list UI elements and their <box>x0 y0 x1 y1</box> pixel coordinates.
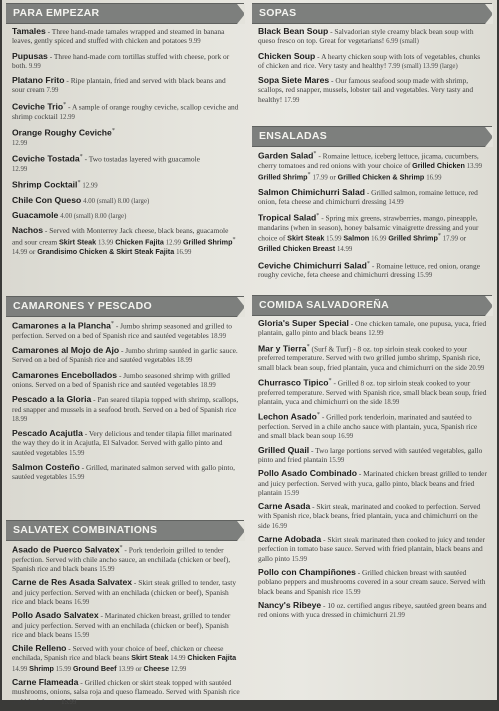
option-price: 16.99 <box>176 249 192 257</box>
menu-item <box>12 196 240 206</box>
item-desc: - Jumbo seasoned shrimp with grilled onions. Served on a bed of Spanish rice and sautéed vegetables <box>12 370 230 389</box>
item-desc: - Skirt steak marinated then cooked to juicy and tender perfection in tomato base sauce. Served with fried plantain, black beans and gallo pinto <box>258 535 485 563</box>
menu-item <box>258 568 488 597</box>
item-list <box>6 541 244 707</box>
menu-item <box>258 343 488 373</box>
item-price: 18.99 <box>210 332 226 340</box>
option-name: Chicken Fajita <box>115 237 164 247</box>
menu-item <box>258 319 488 339</box>
item-name: Ceviche Chimichurri Salad <box>258 260 367 271</box>
item-name: Pollo Asado Salvatex <box>12 610 99 621</box>
section-para-empezar <box>6 3 244 263</box>
option-name: Grilled Shrimp <box>388 233 438 243</box>
item-mark: * <box>111 127 115 134</box>
option-price: 12.99 <box>170 665 187 673</box>
item-mark: * <box>313 151 317 157</box>
option-price: 16.99 <box>426 174 442 182</box>
option-name: Grilled Chicken Breast <box>258 244 336 254</box>
item-desc: - Served with Monterrey Jack cheese, black beans, guacamole and sour cream <box>12 226 229 247</box>
menu-item <box>258 446 488 466</box>
item-price: 15.99 <box>283 489 299 497</box>
menu-item <box>258 535 488 564</box>
item-desc: - Three hand-made tamales wrapped and steamed in banana leaves, gently spiced and stuffed with chicken and potatoes <box>12 27 225 46</box>
item-price: 15.99 <box>329 456 345 464</box>
item-price: 12.99 <box>12 165 28 173</box>
item-price: 7.99 <box>46 87 59 95</box>
item-name: Carne Adobada <box>258 534 322 545</box>
option-price: 13.99 <box>98 239 114 247</box>
option-name: Ground Beef <box>72 663 117 673</box>
option-name: Skirt Steak <box>287 233 325 243</box>
option-price: 13.99 <box>118 665 134 673</box>
item-name: Lechon Asado <box>258 411 317 422</box>
menu-item <box>258 469 488 498</box>
option-or: or <box>135 663 142 673</box>
section-sopas <box>252 3 492 110</box>
item-name: Mar y Tierra <box>258 343 307 354</box>
item-desc: - Our famous seafood soup made with shrimp, scallops, red snapper, mussels, lobster tail and vegetables. Very tasty and healthy! <box>258 76 474 104</box>
section-comida-salvadorena <box>252 295 492 624</box>
option-mark: * <box>307 172 311 179</box>
section-title: COMIDA SALVADOREÑA <box>252 295 492 316</box>
menu-item <box>12 153 240 174</box>
item-name: Ceviche Trio <box>12 101 64 112</box>
item-name: Churrasco Tipico <box>258 377 329 388</box>
item-price: 16.99 <box>271 522 288 530</box>
menu-item <box>12 578 240 607</box>
item-price: 12.99 <box>59 113 75 121</box>
item-desc: - Very delicious and tender tilapia fillet marinated the way they do it in Acajutla, El Salvador. Served with gallo pinto and sautéed vegetables <box>12 429 232 457</box>
item-list <box>252 147 492 281</box>
item-desc: - Grilled chicken breast with sautéed poblano peppers and mushrooms covered in a sour cream sauce. Served with black beans and Spanish rice <box>258 567 486 596</box>
item-name: Carne de Res Asada Salvatex <box>12 577 133 588</box>
item-price: 21.99 <box>389 612 405 620</box>
item-price: 12.99 <box>82 182 98 190</box>
option-price: 12.99 <box>165 239 182 247</box>
item-name: Salmon Chimichurri Salad <box>258 186 365 197</box>
item-mark: * <box>328 377 332 384</box>
option-name: Chicken Fajita <box>187 653 237 663</box>
menu-item <box>12 320 240 341</box>
menu-item <box>258 502 488 531</box>
menu-item <box>12 429 240 458</box>
item-name: Carne Asada <box>258 501 311 512</box>
item-price: 15.99 <box>291 555 307 563</box>
item-price: 9.99 <box>28 62 41 70</box>
option-name: Skirt Steak <box>59 237 97 247</box>
option-price: 16.99 <box>371 235 387 243</box>
option-name: Grilled Chicken & Shrimp <box>337 172 425 182</box>
item-name: Pollo con Champiñones <box>258 566 356 577</box>
option-price: 13.99 <box>466 162 483 170</box>
option-name: Grilled Shrimp <box>258 172 308 182</box>
option-price: 14.99 <box>12 249 28 257</box>
item-desc: - Romaine lettuce, red onion, orange roughy ceviche, feta cheese and chimichurri dressing <box>258 261 480 280</box>
item-price: 15.99 <box>99 566 115 574</box>
item-price: 18.99 <box>200 381 216 389</box>
item-mark: * <box>366 260 370 267</box>
option-name: Cheese <box>143 663 170 673</box>
item-paren: (Surf & Turf) <box>311 344 352 354</box>
option-price: 14.99 <box>170 655 186 663</box>
item-mark: * <box>63 101 67 108</box>
item-price: 14.99 <box>388 199 404 207</box>
item-name: Garden Salad <box>258 150 314 161</box>
menu-item <box>12 127 240 148</box>
item-desc: - Jumbo shrimp seasoned and grilled to perfection. Served on a bed of Spanish rice and sautéed vegetables <box>12 321 232 340</box>
item-price: 9.99 <box>188 38 201 46</box>
menu-item <box>12 211 240 221</box>
item-desc: - Marinated chicken breast grilled to tender and juicy perfection. Served with yuca, gallo pinto, black beans and fried plantain <box>258 469 487 497</box>
item-desc: - Skirt steak, marinated and cooked to perfection. Served with Spanish rice, black beans, fried plantain, yuca and chimichurri on the side <box>258 502 481 530</box>
item-desc: - Two tostadas layered with guacamole <box>84 154 200 164</box>
menu-item <box>258 260 488 281</box>
item-price: 15.99 <box>416 272 433 280</box>
item-name: Platano Frito <box>12 75 65 86</box>
item-desc: - Three hand-made corn tortillas stuffed with cheese, pork or both. <box>12 51 230 70</box>
menu-item <box>258 411 488 441</box>
item-desc: - Pan seared tilapia topped with shrimp, scallops, red snapper and mussels in a seafood broth. Served on a bed of Spanish rice <box>12 395 239 414</box>
option-name: Skirt Steak <box>131 653 169 663</box>
menu-item <box>12 463 240 483</box>
item-desc: - Grilled, marinated salmon served with gallo pinto, sautéed vegetables <box>12 463 235 482</box>
item-desc: - Pork tenderloin grilled to tender perfection. Served with chile ancho sauce, an enchilada (chicken or beef), Spanish rice and black beans <box>12 545 231 574</box>
item-price: 18.99 <box>384 399 400 407</box>
item-name: Gloria's Super Special <box>258 318 349 328</box>
item-price: 7.99 (small) 13.99 (large) <box>388 62 458 70</box>
menu-item <box>12 611 240 640</box>
item-desc: - Romaine lettuce, iceberg lettuce, jicama, cucumbers, cherry tomatoes and red onions with your choice of <box>258 151 479 170</box>
item-name: Asado de Puerco Salvatex <box>12 544 120 555</box>
option-name: Grilled Shrimp <box>182 237 233 247</box>
item-desc: - A sample of orange roughy ceviche, scallop ceviche and shrimp cocktail <box>12 102 239 121</box>
menu-item <box>12 395 240 424</box>
option-name: Shrimp <box>29 663 54 673</box>
item-desc: - Salvadorian style creamy black bean soup with queso fresco on top. Great for vegetarians! <box>258 27 474 46</box>
menu-item <box>12 371 240 391</box>
menu-item <box>12 179 240 191</box>
menu-item <box>258 76 488 105</box>
item-name: Pupusas <box>12 50 48 61</box>
item-mark: * <box>306 343 310 350</box>
item-price: 20.99 <box>469 364 485 372</box>
section-title: SALVATEX COMBINATIONS <box>6 520 244 541</box>
item-name: Tropical Salad <box>258 212 317 223</box>
option-or: or <box>29 247 36 257</box>
menu-item <box>12 76 240 96</box>
item-name: Camarones a la Plancha <box>12 320 111 331</box>
item-name: Chile Relleno <box>12 643 67 654</box>
menu-item <box>258 377 488 407</box>
menu-item <box>12 101 240 122</box>
item-list <box>6 317 244 483</box>
section-title: CAMARONES Y PESCADO <box>6 296 244 317</box>
menu-item <box>12 678 240 707</box>
section-title: PARA EMPEZAR <box>6 3 244 24</box>
section-title: SOPAS <box>252 3 492 24</box>
item-name: Grilled Quail <box>258 444 310 455</box>
menu-item <box>12 52 240 72</box>
menu-item <box>258 601 488 621</box>
option-mark: * <box>232 236 236 243</box>
item-desc: - Grilled chicken or skirt steak topped with sautéed mushrooms, onions, salsa roja and queso flameado. Served with Spanish rice and black beans <box>12 678 240 706</box>
item-mark: * <box>77 179 81 186</box>
item-price: 18.99 <box>177 357 193 365</box>
item-desc: - Two large portions served with sautéed vegetables, gallo pinto and fried plantain <box>258 445 483 464</box>
item-desc: - Skirt steak grilled to tender, tasty and juicy perfection. Served with an enchilada (chicken or beef), Spanish rice and black beans <box>12 578 237 606</box>
section-salvatex <box>6 520 244 711</box>
item-price: 17.99 <box>284 96 300 104</box>
item-name: Nancy's Ribeye <box>258 599 322 610</box>
option-price: 14.99 <box>12 665 28 673</box>
item-name: Black Bean Soup <box>258 26 329 36</box>
item-desc: - Jumbo shrimp sautéed in garlic sauce. Served on a bed of Spanish rice and sautéed vegetables <box>12 346 238 365</box>
item-mark: * <box>316 412 320 419</box>
menu-item <box>258 27 488 47</box>
item-name: Camarones Encebollados <box>12 369 118 380</box>
item-desc: - Ripe plantain, fried and served with black beans and sour cream <box>12 76 226 95</box>
item-mark: * <box>79 153 83 160</box>
item-price: 4.00 (small) 8.00 (large) <box>83 197 150 205</box>
item-price: 15.99 <box>69 474 85 482</box>
item-price: 12.99 <box>368 330 384 338</box>
item-price: 6.99 (small) <box>386 38 419 46</box>
option-or: or <box>459 233 467 243</box>
item-price: 15.99 <box>61 698 77 706</box>
item-desc: - Spring mix greens, strawberries, mango, pineapple, mandarins (when in season), honey balsamic vinaigrette dressing and your choice of <box>258 213 479 243</box>
item-name: Carne Flameada <box>12 677 79 688</box>
item-name: Chile Con Queso <box>12 194 82 205</box>
option-name: Salmon <box>343 233 370 243</box>
item-desc: - 8 oz. top sirloin steak cooked to your preferred temperature. Served with two grilled jumbo shrimp, Spanish rice, small black bean soup, fried plantain, yuca and chimichurri on the side <box>258 344 481 372</box>
menu-item <box>258 52 488 72</box>
item-desc: - A hearty chicken soup with lots of vegetables, chunks of chicken and rice. Very tasty and healthy! <box>258 51 481 70</box>
item-desc: - One chicken tamale, one pupusa, yuca, fried plantain, gallo pinto and black beans <box>258 319 487 338</box>
section-title: ENSALADAS <box>252 126 492 147</box>
item-desc: - Grilled pork tenderloin, marinated and sautéed to perfection. Served in a chile ancho sauce with plantain, yuca, Spanish rice and small black bean soup <box>258 412 478 441</box>
item-name: Orange Roughy Ceviche <box>12 127 112 138</box>
option-mark: * <box>437 233 441 240</box>
item-price: 15.99 <box>73 631 90 639</box>
item-mark: * <box>119 545 123 551</box>
item-price: 4.00 (small) 8.00 (large) <box>60 213 127 221</box>
item-list <box>252 24 492 105</box>
item-price: 15.99 <box>69 449 85 457</box>
item-mark: * <box>316 213 320 220</box>
item-desc: - Grilled salmon, romaine lettuce, red onion, feta cheese and chimichurri dressing <box>258 187 478 207</box>
menu-item-garden-salad <box>258 150 488 183</box>
item-desc: - 10 oz. certified angus ribeye, sautéed green beans and red onions with yuca dressed in chimichurri <box>258 600 487 620</box>
menu-item <box>12 27 240 47</box>
item-name: Sopa Siete Mares <box>258 75 330 86</box>
item-price: 15.99 <box>345 588 361 596</box>
option-price: 14.99 <box>336 246 353 254</box>
option-price: 15.99 <box>55 665 72 673</box>
item-price: 16.99 <box>73 598 90 606</box>
item-name: Chicken Soup <box>258 50 316 61</box>
menu-item <box>12 346 240 366</box>
option-name: Grandisimo Chicken & Skirt Steak Fajita <box>37 247 175 257</box>
item-name: Pescado a la Gloria <box>12 394 92 405</box>
item-name: Ceviche Tostada <box>12 153 80 164</box>
item-name: Nachos <box>12 225 44 236</box>
menu-item <box>12 544 240 574</box>
item-list <box>6 24 244 258</box>
item-name: Pollo Asado Combinado <box>258 468 357 479</box>
option-price: 17.99 <box>442 235 459 243</box>
menu-item-tropical-salad <box>258 212 488 254</box>
item-list <box>252 316 492 620</box>
menu-page <box>2 0 497 706</box>
option-name: Grilled Chicken <box>412 160 465 170</box>
item-mark: * <box>110 321 114 327</box>
item-desc: - Grilled 8 oz. top sirloin steak cooked to your preferred temperature. Served with Spanish rice, small black bean soup, fried plantain, yuca and chimichurri on the side <box>258 378 487 407</box>
item-desc: - Marinated chicken breast, grilled to tender and juicy perfection. Served with an enchilada (chicken or beef), Spanish rice and black beans <box>12 611 231 639</box>
option-or: or <box>329 172 336 182</box>
item-price: 12.99 <box>12 139 28 147</box>
menu-item-chile-relleno <box>12 644 240 674</box>
item-name: Shrimp Cocktail <box>12 179 78 190</box>
option-price: 15.99 <box>326 235 342 243</box>
item-price: 18.99 <box>12 415 28 423</box>
item-desc: - Served with your choice of beef, chicken or cheese enchilada, Spanish rice and black beans <box>12 644 224 663</box>
section-ensaladas <box>252 126 492 286</box>
item-name: Guacamole <box>12 210 59 221</box>
item-name: Tamales <box>12 26 46 36</box>
item-name: Camarones al Mojo de Ajo <box>12 345 120 356</box>
section-camarones <box>6 296 244 488</box>
item-name: Salmon Costeño <box>12 462 80 473</box>
item-price: 16.99 <box>337 433 354 441</box>
item-name: Pescado Acajutla <box>12 428 83 439</box>
menu-item-nachos <box>12 226 240 257</box>
menu-item <box>258 188 488 208</box>
option-price: 17.99 <box>312 174 328 182</box>
